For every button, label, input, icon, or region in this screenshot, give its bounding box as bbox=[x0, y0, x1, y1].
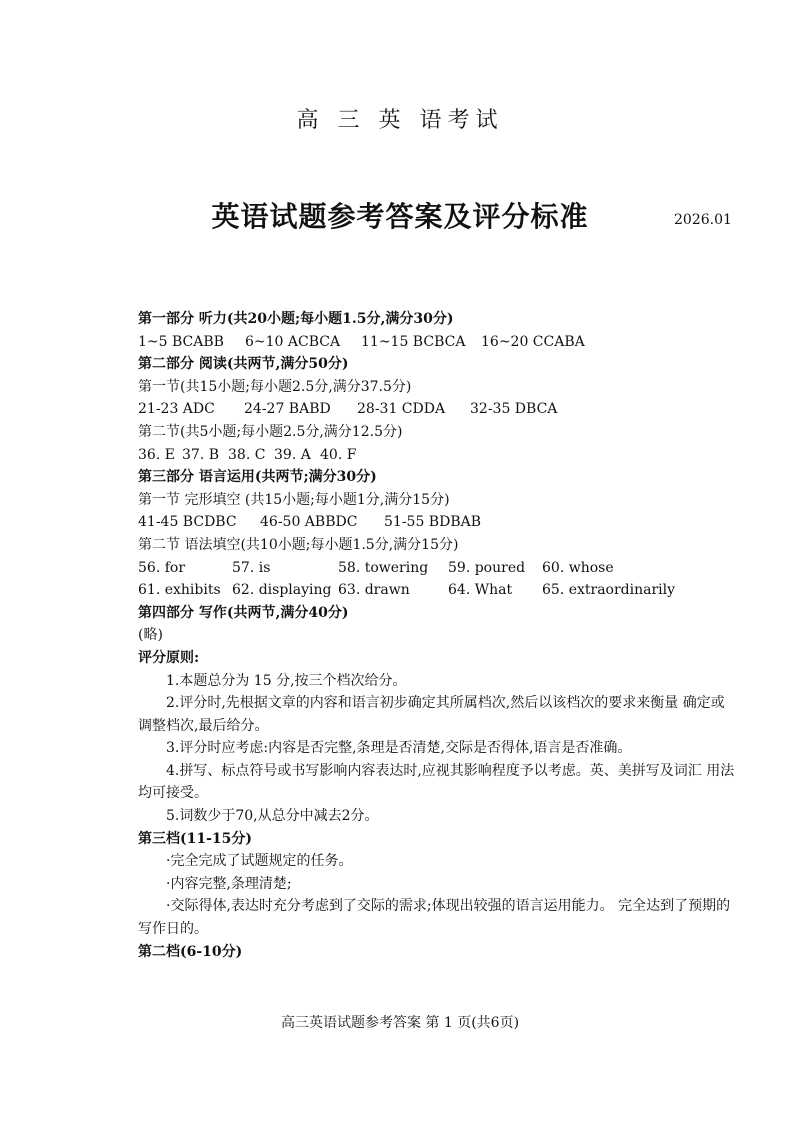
part1-answers-row bbox=[138, 331, 738, 354]
part3-section2-row1 bbox=[138, 557, 738, 580]
part2-heading: 第二部分 阅读(共两节,满分50分) bbox=[138, 356, 349, 373]
writing-omitted: (略) bbox=[138, 627, 163, 644]
answer-item: 64. What bbox=[448, 582, 513, 599]
answer-item: 60. whose bbox=[542, 559, 614, 576]
part3-section1-heading: 第一节 完形填空 (共15小题;每小题1分,满分15分) bbox=[138, 491, 450, 508]
answer-group: 32-35 DBCA bbox=[470, 401, 558, 418]
grading-principle: 2.评分时,先根据文章的内容和语言初步确定其所属档次,然后以该档次的要求来衡量 确定或调整档次,最后给分。 bbox=[138, 695, 725, 734]
answer-item: 40. F bbox=[320, 446, 357, 463]
part3-section1-answers-row bbox=[138, 511, 738, 534]
answer-item: 59. poured bbox=[448, 559, 526, 576]
answer-group: 28-31 CDDA bbox=[357, 401, 446, 418]
grading-principles-heading: 评分原则: bbox=[138, 649, 200, 666]
answer-item: 36. E bbox=[138, 446, 175, 463]
grading-principle: 1.本题总分为 15 分,按三个档次给分。 bbox=[166, 672, 407, 689]
page-footer: 高三英语试题参考答案 第 1 页(共6页) bbox=[280, 1015, 520, 1031]
answer-item: 63. drawn bbox=[338, 582, 410, 599]
part3-heading: 第三部分 语言运用(共两节;满分30分) bbox=[138, 469, 377, 486]
grade3-criterion: ·内容完整,条理清楚; bbox=[166, 875, 292, 892]
part2-section2-heading: 第二节(共5小题;每小题2.5分,满分12.5分) bbox=[138, 423, 403, 440]
answer-item: 56. for bbox=[138, 559, 186, 576]
part3-section2-row2 bbox=[138, 579, 738, 602]
grade2-heading: 第二档(6-10分) bbox=[138, 943, 243, 960]
answer-item: 65. extraordinarily bbox=[542, 582, 676, 599]
grading-principle: 3.评分时应考虑:内容是否完整,条理是否清楚,交际是否得体,语言是否准确。 bbox=[166, 740, 632, 757]
part4-heading: 第四部分 写作(共两节,满分40分) bbox=[138, 604, 349, 621]
grading-principle: 4.拼写、标点符号或书写影响内容表达时,应视其影响程度予以考虑。英、美拼写及词汇 用法均可接受。 bbox=[138, 762, 735, 802]
answer-group: 46-50 ABBDC bbox=[260, 514, 358, 531]
answer-item: 62. displaying bbox=[232, 582, 332, 599]
part1-heading: 第一部分 听力(共20小题;每小题1.5分,满分30分) bbox=[138, 311, 454, 327]
grading-principle: 5.词数少于70,从总分中减去2分。 bbox=[166, 808, 379, 825]
answer-item: 39. A bbox=[274, 446, 311, 463]
part2-section2-answers-row bbox=[138, 444, 738, 467]
grade3-criterion: ·交际得体,表达时充分考虑到了交际的需求;体现出较强的语言运用能力。 完全达到了预期的写作日的。 bbox=[138, 898, 731, 938]
answer-group: 41-45 BCDBC bbox=[138, 514, 237, 531]
answer-group: 6~10 ACBCA bbox=[245, 333, 341, 350]
grade3-criterion: ·完全完成了试题规定的任务。 bbox=[166, 853, 353, 870]
document-title: 英语试题参考答案及评分标准 bbox=[211, 200, 589, 233]
answer-group: 1~5 BCABB bbox=[138, 333, 224, 350]
answer-item: 38. C bbox=[228, 446, 266, 463]
exam-title: 高 三 英 语考试 bbox=[296, 108, 504, 133]
answer-item: 57. is bbox=[232, 559, 271, 576]
answer-group: 16~20 CCABA bbox=[481, 333, 585, 350]
grade3-heading: 第三档(11-15分) bbox=[138, 830, 253, 847]
part2-section1-answers-row bbox=[138, 398, 738, 421]
answer-group: 51-55 BDBAB bbox=[384, 514, 482, 531]
answer-group: 21-23 ADC bbox=[138, 401, 215, 418]
answer-group: 11~15 BCBCA bbox=[361, 333, 466, 350]
answer-item: 61. exhibits bbox=[138, 582, 221, 599]
answer-item: 37. B bbox=[182, 446, 220, 463]
answer-content bbox=[138, 308, 738, 963]
answer-group: 24-27 BABD bbox=[244, 401, 331, 418]
document-date: 2026.01 bbox=[674, 212, 732, 228]
part2-section1-heading: 第一节(共15小题;每小题2.5分,满分37.5分) bbox=[138, 378, 412, 395]
part3-section2-heading: 第二节 语法填空(共10小题;每小题1.5分,满分15分) bbox=[138, 536, 459, 553]
answer-item: 58. towering bbox=[338, 559, 429, 576]
